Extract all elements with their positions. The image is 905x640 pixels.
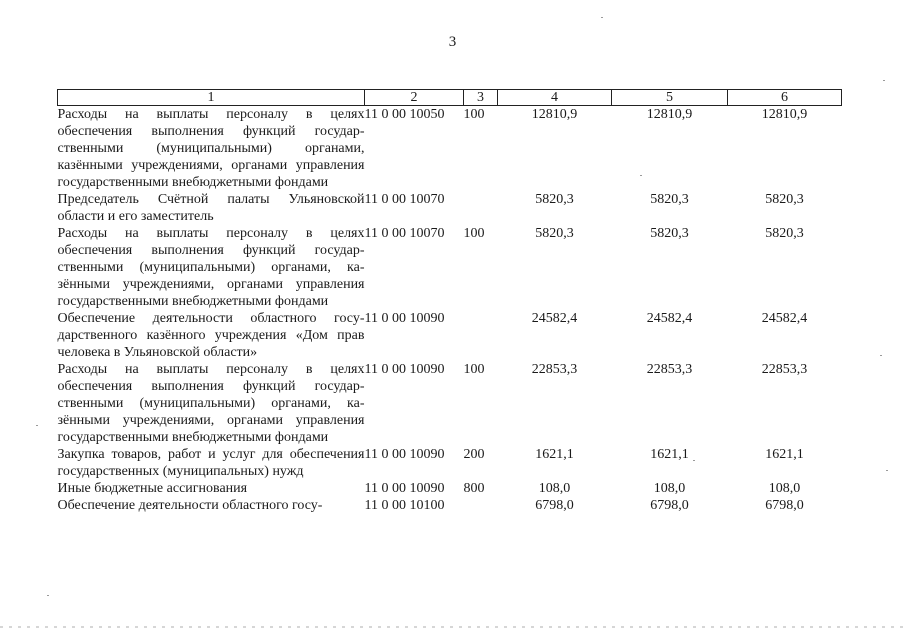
row-expense-type: 100 xyxy=(463,226,485,241)
row-value-year-3: 5820,3 xyxy=(765,192,804,207)
row-expense-type xyxy=(464,497,498,514)
row-value-year-3: 6798,0 xyxy=(765,498,804,513)
row-expense-type xyxy=(464,191,498,225)
row-value-year-2: 12810,9 xyxy=(646,107,693,122)
row-name: Обеспечение деятельности областного госу- xyxy=(57,498,323,513)
row-expense-type: 100 xyxy=(463,107,485,122)
table-row xyxy=(58,106,842,192)
row-value-year-2: 108,0 xyxy=(653,481,686,496)
header-col-3: 3 xyxy=(464,90,498,106)
scan-speck xyxy=(693,460,695,461)
row-name: Расходы на выплаты персоналу в целях обеспечения выполнения функций государственными (муниципальными) органами, казёнными учреждениями, органами управления государственными внебюджетными фондами xyxy=(57,226,365,309)
row-code: 11 0 00 10070 xyxy=(364,226,445,241)
scan-speck xyxy=(36,425,38,426)
scan-speck xyxy=(47,595,49,596)
row-value-year-3: 1621,1 xyxy=(765,447,804,462)
row-value-year-1: 108,0 xyxy=(538,481,571,496)
row-value-year-1: 5820,3 xyxy=(535,192,574,207)
scan-speck xyxy=(640,175,642,176)
row-value-year-3: 12810,9 xyxy=(761,107,808,122)
row-value-year-1: 6798,0 xyxy=(535,498,574,513)
header-col-6: 6 xyxy=(728,90,842,106)
row-name: Иные бюджетные ассигнования xyxy=(57,481,248,496)
row-value-year-1: 12810,9 xyxy=(531,107,578,122)
row-value-year-2: 6798,0 xyxy=(650,498,689,513)
row-value-year-3: 24582,4 xyxy=(761,311,808,326)
row-name: Обеспечение деятельности областного государственного казённого учреждения «Дом прав человека в Ульяновской области» xyxy=(57,311,365,360)
table-row xyxy=(58,225,842,310)
row-value-year-1: 24582,4 xyxy=(531,311,578,326)
row-code: 11 0 00 10090 xyxy=(364,362,445,377)
row-value-year-1: 1621,1 xyxy=(535,447,574,462)
scan-speck xyxy=(883,80,885,81)
row-code: 11 0 00 10100 xyxy=(364,498,445,513)
table-row xyxy=(58,446,842,480)
row-value-year-2: 5820,3 xyxy=(650,192,689,207)
row-value-year-1: 22853,3 xyxy=(531,362,578,377)
row-value-year-2: 1621,1 xyxy=(650,447,689,462)
row-value-year-2: 5820,3 xyxy=(650,226,689,241)
row-name: Председатель Счётной палаты Ульяновской области и его заместитель xyxy=(57,192,365,224)
header-col-5: 5 xyxy=(612,90,728,106)
row-value-year-2: 22853,3 xyxy=(646,362,693,377)
row-name: Расходы на выплаты персоналу в целях обеспечения выполнения функций государственными (муниципальными) органами, казёнными учреждениями, органами управления государственными внебюджетными фондами xyxy=(57,107,365,190)
budget-table-container xyxy=(57,89,841,514)
table-row xyxy=(58,310,842,361)
table-row xyxy=(58,497,842,514)
table-row xyxy=(58,480,842,497)
row-code: 11 0 00 10070 xyxy=(364,192,445,207)
row-expense-type: 100 xyxy=(463,362,485,377)
row-value-year-3: 108,0 xyxy=(768,481,801,496)
row-code: 11 0 00 10090 xyxy=(364,447,445,462)
row-name: Закупка товаров, работ и услуг для обеспечения государственных (муниципальных) нужд xyxy=(57,447,365,479)
row-code: 11 0 00 10090 xyxy=(364,481,445,496)
row-value-year-3: 22853,3 xyxy=(761,362,808,377)
scan-edge-line xyxy=(0,626,905,628)
row-value-year-3: 5820,3 xyxy=(765,226,804,241)
row-name: Расходы на выплаты персоналу в целях обеспечения выполнения функций государственными (муниципальными) органами, казёнными учреждениями, органами управления государственными внебюджетными фондами xyxy=(57,362,365,445)
row-value-year-2: 24582,4 xyxy=(646,311,693,326)
row-value-year-1: 5820,3 xyxy=(535,226,574,241)
table-row xyxy=(58,361,842,446)
scan-speck xyxy=(886,470,888,471)
scan-speck xyxy=(601,17,603,18)
row-expense-type xyxy=(464,310,498,361)
header-col-4: 4 xyxy=(498,90,612,106)
budget-table xyxy=(57,89,842,514)
row-expense-type: 800 xyxy=(463,481,485,496)
row-code: 11 0 00 10090 xyxy=(364,311,445,326)
header-col-2: 2 xyxy=(365,90,464,106)
page-number: 3 xyxy=(448,34,457,50)
table-header-row xyxy=(58,90,842,106)
scan-speck xyxy=(880,355,882,356)
row-expense-type: 200 xyxy=(463,447,485,462)
row-code: 11 0 00 10050 xyxy=(364,107,445,122)
table-row xyxy=(58,191,842,225)
header-col-1: 1 xyxy=(58,90,365,106)
